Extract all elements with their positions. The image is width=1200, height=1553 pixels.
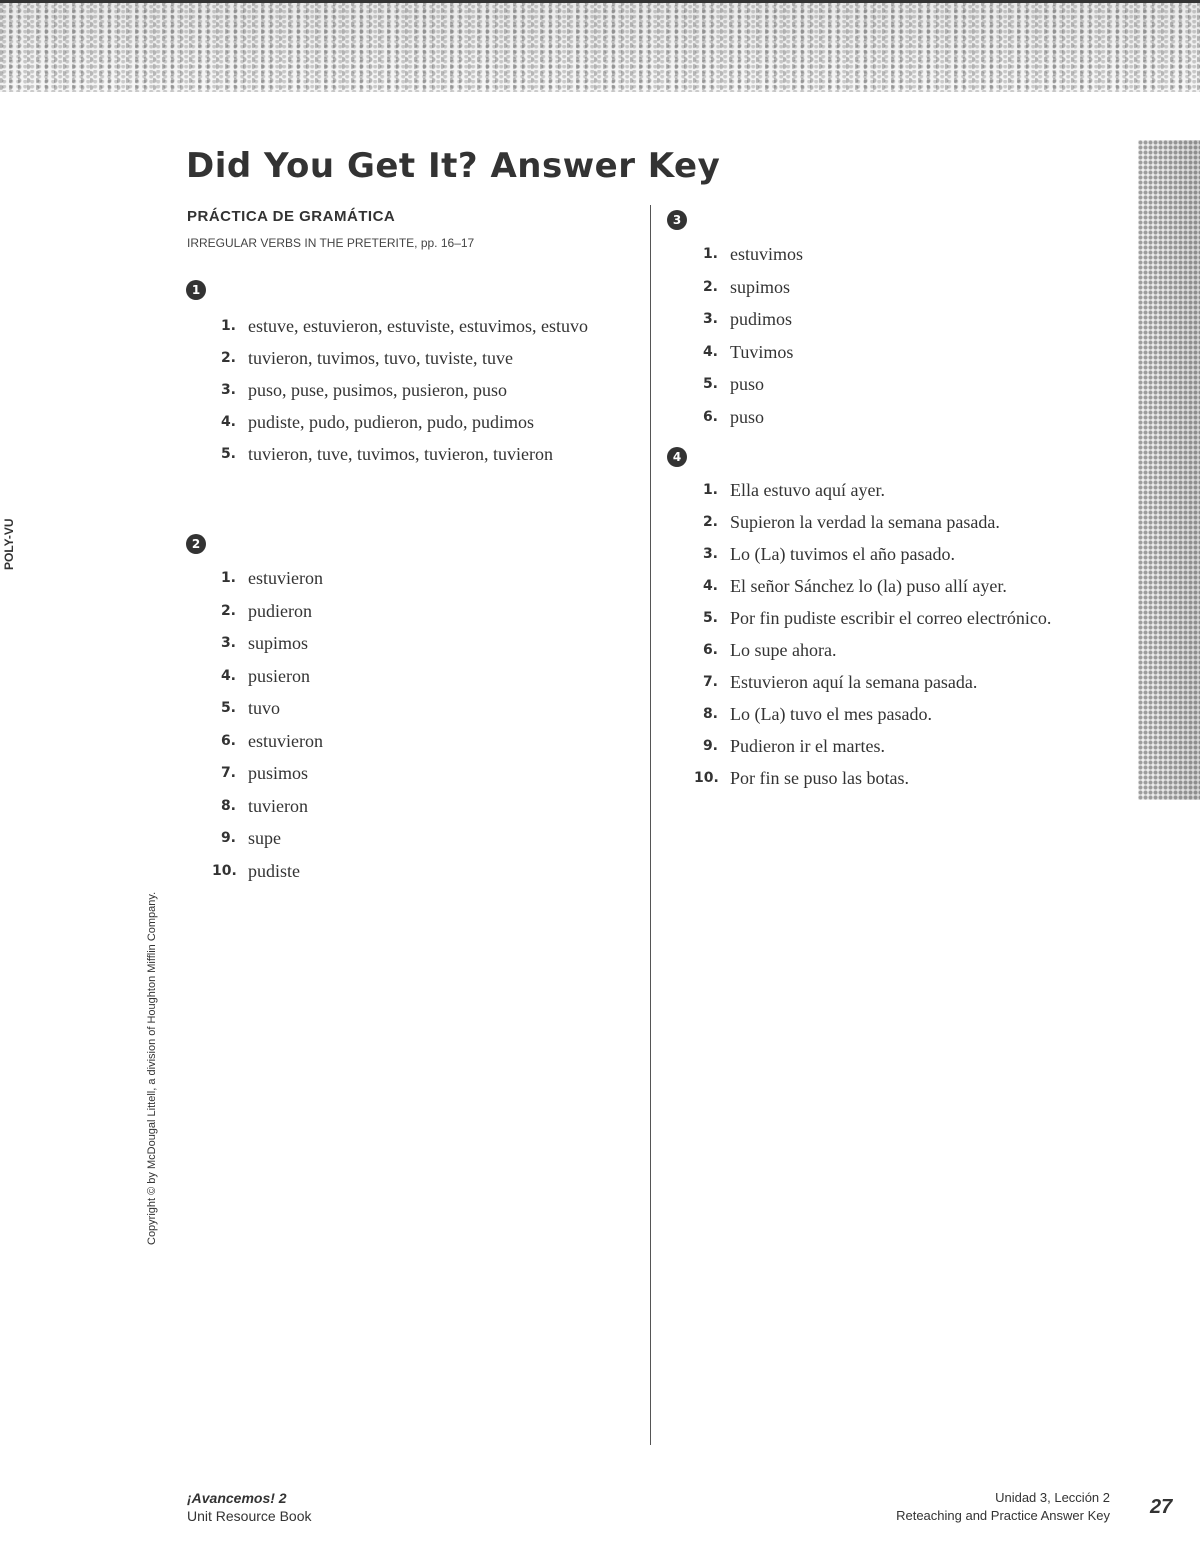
exercise-4-icon: 4 bbox=[667, 447, 687, 467]
exercise-2-answers bbox=[212, 562, 632, 887]
list-item: 2. pudieron bbox=[220, 600, 312, 621]
list-item: 3. supimos bbox=[220, 633, 309, 653]
exercise-3-answers bbox=[694, 238, 1114, 433]
list-item: 7. pusimos bbox=[220, 763, 309, 783]
list-item: 1. estuvimos bbox=[702, 244, 804, 264]
list-item: 4. pudiste, pudo, pudieron, pudo, pudimos bbox=[220, 412, 534, 432]
footer-section: Reteaching and Practice Answer Key bbox=[896, 1508, 1110, 1523]
list-item: 9. supe bbox=[220, 828, 281, 848]
list-item: 3. pudimos bbox=[702, 309, 793, 329]
list-item: 1. estuvieron bbox=[220, 568, 323, 588]
section-subheading: IRREGULAR VERBS IN THE PRETERITE, pp. 16–17 bbox=[187, 236, 475, 250]
column-divider bbox=[650, 205, 651, 1445]
footer-unit: Unidad 3, Lección 2 bbox=[995, 1490, 1110, 1505]
exercise-1-answers bbox=[212, 310, 632, 470]
list-item: 1. Ella estuvo aquí ayer. bbox=[702, 480, 885, 500]
list-item: 5. tuvieron, tuve, tuvimos, tuvieron, tuvieron bbox=[220, 444, 553, 464]
list-item: 3. Lo (La) tuvimos el año pasado. bbox=[702, 544, 955, 564]
list-item: 4. Tuvimos bbox=[702, 341, 794, 362]
header-texture-band bbox=[0, 0, 1200, 92]
list-item: 7. Estuvieron aquí la semana pasada. bbox=[702, 672, 978, 692]
list-item: 1. estuve, estuvieron, estuviste, estuvimos, estuvo bbox=[220, 316, 588, 336]
page-title: Did You Get It? Answer Key bbox=[186, 146, 721, 186]
side-texture-band bbox=[1138, 140, 1200, 800]
page-number: 27 bbox=[1150, 1496, 1173, 1518]
list-item: 5. Por fin pudiste escribir el correo electrónico. bbox=[702, 608, 1052, 628]
list-item: 5. puso bbox=[702, 374, 765, 394]
list-item: 2. supimos bbox=[702, 276, 791, 297]
list-item: 5. tuvo bbox=[220, 698, 281, 718]
list-item: 6. estuvieron bbox=[220, 730, 323, 751]
exercise-4-answers bbox=[694, 474, 1114, 794]
section-heading: PRÁCTICA DE GRAMÁTICA bbox=[187, 208, 396, 225]
poly-vu-label: POLY-VU bbox=[2, 518, 16, 570]
list-item: 2. tuvieron, tuvimos, tuvo, tuviste, tuve bbox=[220, 348, 513, 368]
list-item: 8. Lo (La) tuvo el mes pasado. bbox=[702, 704, 932, 724]
list-item: 3. puso, puse, pusimos, pusieron, puso bbox=[220, 380, 508, 400]
footer-book-subtitle: Unit Resource Book bbox=[187, 1508, 312, 1524]
exercise-1-icon: 1 bbox=[186, 280, 206, 300]
list-item: 4. pusieron bbox=[220, 665, 310, 686]
list-item: 6. Lo supe ahora. bbox=[702, 640, 837, 660]
list-item: 6. puso bbox=[702, 406, 765, 427]
exercise-3-icon: 3 bbox=[667, 210, 687, 230]
list-item: 8. tuvieron bbox=[220, 795, 308, 816]
list-item: 10. pudiste bbox=[212, 860, 300, 881]
footer-book-title: ¡Avancemos! 2 bbox=[187, 1490, 287, 1506]
list-item: 2. Supieron la verdad la semana pasada. bbox=[702, 512, 1000, 532]
list-item: 4. El señor Sánchez lo (la) puso allí ayer. bbox=[702, 576, 1007, 596]
list-item: 10. Por fin se puso las botas. bbox=[694, 768, 909, 788]
poly-vu-logo bbox=[2, 518, 16, 570]
list-item: 9. Pudieron ir el martes. bbox=[702, 736, 885, 756]
copyright-notice: Copyright © by McDougal Littell, a division of Houghton Mifflin Company. bbox=[146, 891, 158, 1245]
exercise-2-icon: 2 bbox=[186, 534, 206, 554]
